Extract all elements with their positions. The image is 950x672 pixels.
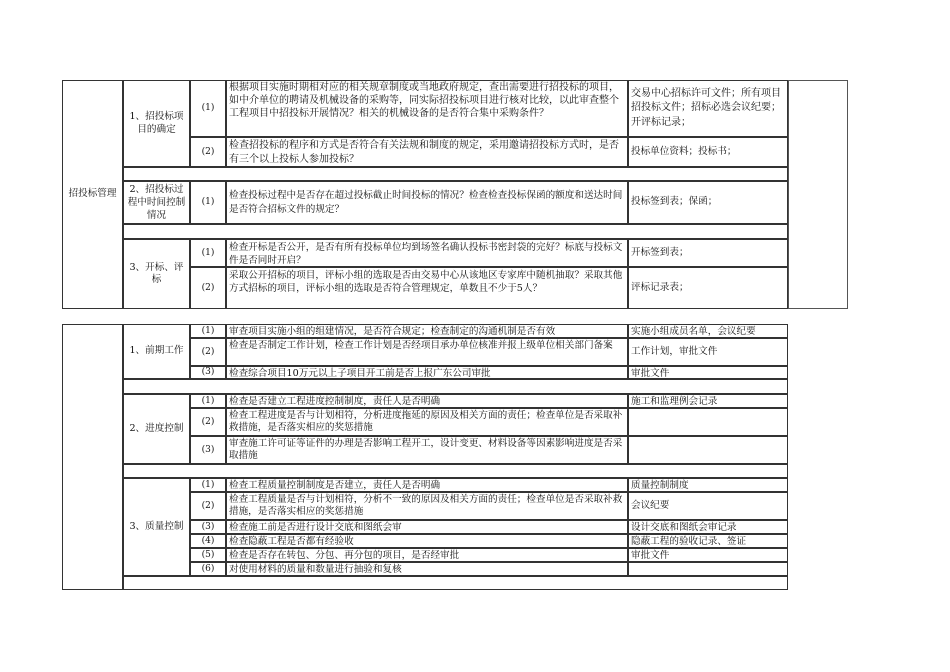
group-label-preliminary-work: 1、前期工作 [123,324,190,379]
category-cell-empty [62,324,123,590]
required-documents [628,562,788,576]
required-documents: 会议纪要 [628,492,788,520]
check-item: 检查工程质量是否与计划相符，分析不一致的原因及相关方面的责任；检查单位是否采取补救措施，是否落实相应的奖惩措施 [226,492,628,520]
spacer-row [123,464,788,478]
row-number: (4) [190,534,226,548]
row-number: (2) [190,492,226,520]
row-number: (1) [190,478,226,492]
check-item: 检查是否建立工程进度控制制度，责任人是否明确 [226,394,628,408]
check-item: 根据项目实施时期相对应的相关规章制度或当地政府规定，查出需要进行招投标的项目，如中介单位的聘请及机械设备的采购等，同实际招投标项目进行核对比较，以此审查整个工程项目中招投标开展情况？相关的机械设备的是否符合集中采购条件？ [226,80,628,137]
row-number: (1) [190,239,226,267]
group-label-schedule-control: 2、进度控制 [123,394,190,464]
group-label-quality-control: 3、质量控制 [123,478,190,576]
row-number: (3) [190,366,226,379]
check-item: 审查施工许可证等证件的办理是否影响工程开工，设计变更、材料设备等因素影响进度是否采取措施 [226,436,628,464]
check-item: 检查隐蔽工程是否都有经验收 [226,534,628,548]
row-number: (2) [190,267,226,309]
check-item: 检查投标过程中是否存在超过投标截止时间投标的情况？检查检查投标保函的额度和送达时间是否符合招标文件的规定？ [226,181,628,224]
required-documents: 开标签到表； [628,239,788,267]
required-documents: 质量控制制度 [628,478,788,492]
required-documents: 实施小组成员名单，会议纪要 [628,324,788,338]
check-item: 审查项目实施小组的组建情况，是否符合规定；检查制定的沟通机制是否有效 [226,324,628,338]
row-number: (5) [190,548,226,562]
check-item: 检查是否制定工作计划，检查工作计划是否经项目承办单位核准并报上级单位相关部门备案 [226,338,628,366]
row-number: (3) [190,520,226,534]
check-item: 检查是否存在转包、分包、再分包的项目，是否经审批 [226,548,628,562]
required-documents: 施工和监理例会记录 [628,394,788,408]
required-documents: 投标单位资料；投标书； [628,137,788,167]
spacer-row [123,167,788,181]
required-documents [628,436,788,464]
right-border-column [788,80,848,309]
required-documents: 评标记录表； [628,267,788,309]
category-cell-bid-management [62,80,123,309]
check-item: 对使用材料的质量和数量进行抽验和复核 [226,562,628,576]
check-item: 检查招投标的程序和方式是否符合有关法规和制度的规定，采用邀请招投标方式时，是否有三个以上投标人参加投标？ [226,137,628,167]
spacer-row [123,224,788,239]
check-item: 检查开标是否公开，是否有所有投标单位均到场签名确认投标书密封袋的完好？标底与投标文件是否同时开启？ [226,239,628,267]
required-documents: 交易中心招标许可文件；所有项目招投标文件；招标必选会议纪要；开评标记录； [628,80,788,137]
check-item: 检查施工前是否进行设计交底和图纸会审 [226,520,628,534]
row-number: (1) [190,324,226,338]
row-number: (2) [190,408,226,436]
row-number: (2) [190,137,226,167]
row-number: (1) [190,80,226,137]
group-label-bid-project-determination: 1、招投标项目的确定 [123,80,190,167]
row-number: (1) [190,394,226,408]
check-item: 检查工程质量控制制度是否建立，责任人是否明确 [226,478,628,492]
check-item: 检查综合项目10万元以上子项目开工前是否上报广东公司审批 [226,366,628,379]
required-documents [628,408,788,436]
required-documents: 投标签到表；保函； [628,181,788,224]
group-label-bid-opening-evaluation: 3、开标、评标 [123,239,190,309]
required-documents: 审批文件 [628,366,788,379]
group-label-bid-time-control: 2、招投标过程中时间控制情况 [123,181,190,224]
category-label: 招投标管理 [68,188,117,200]
required-documents: 隐蔽工程的验收记录、签证 [628,534,788,548]
row-number: (3) [190,436,226,464]
required-documents: 设计交底和图纸会审记录 [628,520,788,534]
row-number: (1) [190,181,226,224]
check-item: 采取公开招标的项目，评标小组的选取是否由交易中心从该地区专家库中随机抽取？采取其他方式招标的项目，评标小组的选取是否符合管理规定，单数且不少于5人？ [226,267,628,309]
required-documents: 工作计划，审批文件 [628,338,788,366]
row-number: (2) [190,338,226,366]
required-documents: 审批文件 [628,548,788,562]
spacer-row [123,576,788,590]
check-item: 检查工程进度是否与计划相符，分析进度拖延的原因及相关方面的责任；检查单位是否采取补救措施，是否落实相应的奖惩措施 [226,408,628,436]
row-number: (6) [190,562,226,576]
spacer-row [123,379,788,394]
